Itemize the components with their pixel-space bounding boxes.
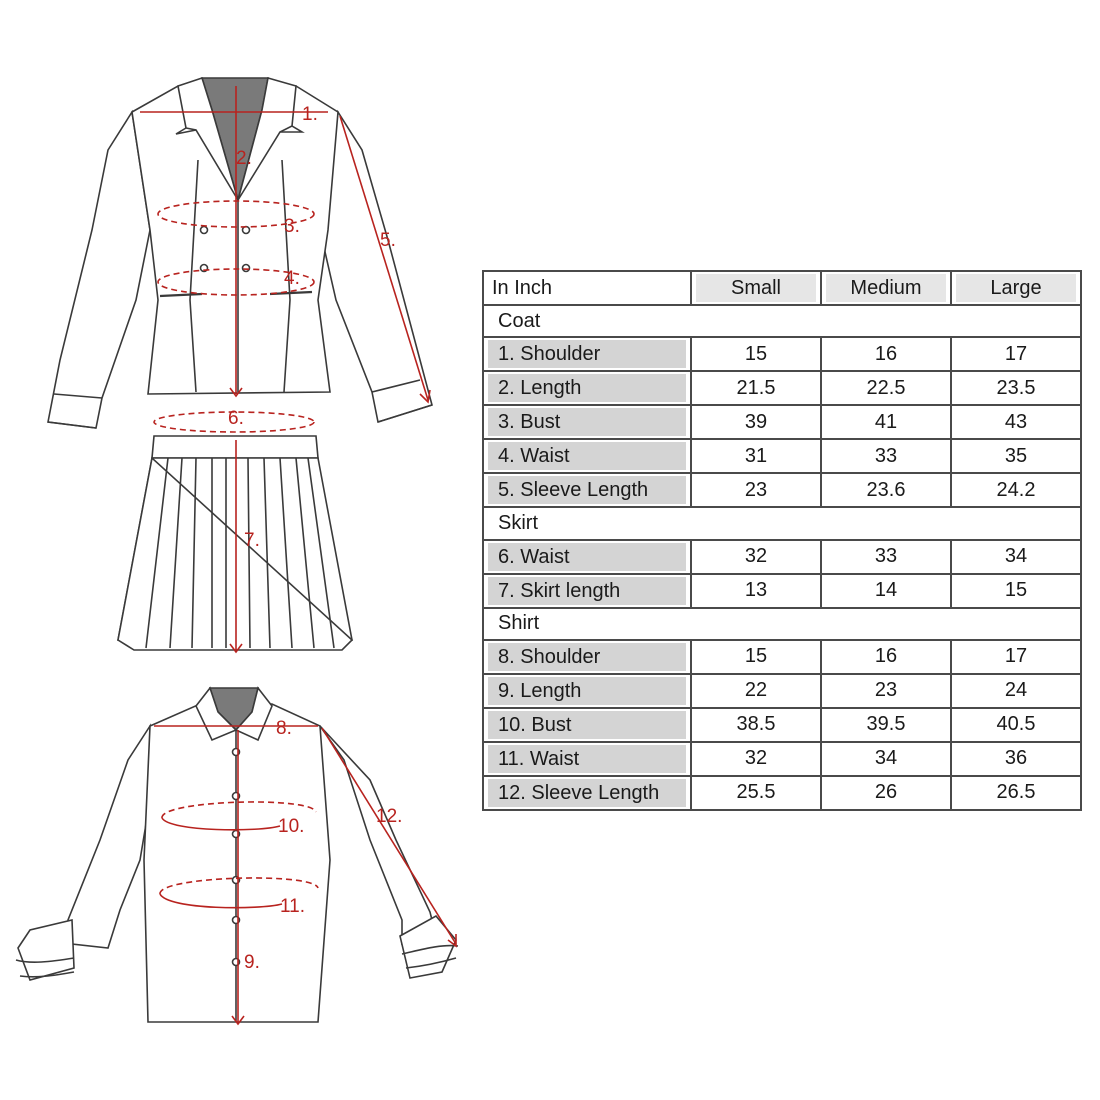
skirt-illustration bbox=[118, 436, 352, 650]
table-row bbox=[483, 371, 1081, 405]
value-cell: 25.5 bbox=[691, 776, 821, 810]
value-cell: 15 bbox=[691, 337, 821, 371]
label-4: 4. bbox=[284, 268, 300, 289]
garment-svg bbox=[0, 0, 480, 1100]
table-row bbox=[483, 439, 1081, 473]
value-cell: 24.2 bbox=[951, 473, 1081, 507]
label-7: 7. bbox=[244, 530, 260, 551]
label-8: 8. bbox=[276, 718, 292, 739]
measurement-name-label: 9. Length bbox=[488, 677, 686, 705]
value-cell: 41 bbox=[821, 405, 951, 439]
coat-illustration bbox=[48, 78, 432, 428]
value-cell: 15 bbox=[951, 574, 1081, 608]
shirt-right-sleeve bbox=[320, 726, 436, 944]
section-row-skirt bbox=[483, 507, 1081, 539]
value-cell: 26.5 bbox=[951, 776, 1081, 810]
table-row bbox=[483, 574, 1081, 608]
skirt-waistband bbox=[152, 436, 318, 458]
value-cell: 39 bbox=[691, 405, 821, 439]
measurement-name bbox=[483, 640, 691, 674]
measurement-name-label: 11. Waist bbox=[488, 745, 686, 773]
table-header-row bbox=[483, 271, 1081, 305]
coat-left-sleeve bbox=[48, 112, 150, 428]
measurement-name bbox=[483, 405, 691, 439]
measurement-name-label: 12. Sleeve Length bbox=[488, 779, 686, 807]
table-row bbox=[483, 337, 1081, 371]
value-cell: 16 bbox=[821, 640, 951, 674]
value-cell: 16 bbox=[821, 337, 951, 371]
value-cell: 23.6 bbox=[821, 473, 951, 507]
value-cell: 17 bbox=[951, 640, 1081, 674]
garment-illustrations bbox=[0, 0, 480, 1100]
section-row-shirt bbox=[483, 608, 1081, 640]
value-cell: 36 bbox=[951, 742, 1081, 776]
table-row bbox=[483, 640, 1081, 674]
shirt-left-cuff bbox=[18, 920, 74, 980]
value-cell: 43 bbox=[951, 405, 1081, 439]
table-row bbox=[483, 405, 1081, 439]
value-cell: 34 bbox=[951, 540, 1081, 574]
measurement-name bbox=[483, 337, 691, 371]
value-cell: 23 bbox=[821, 674, 951, 708]
label-11: 11. bbox=[280, 896, 306, 917]
value-cell: 17 bbox=[951, 337, 1081, 371]
measurement-name bbox=[483, 473, 691, 507]
value-cell: 24 bbox=[951, 674, 1081, 708]
value-cell: 39.5 bbox=[821, 708, 951, 742]
column-header-label: Large bbox=[956, 274, 1076, 302]
table-row bbox=[483, 473, 1081, 507]
measurement-name-label: 3. Bust bbox=[488, 408, 686, 436]
section-title: Shirt bbox=[483, 608, 1081, 640]
value-cell: 38.5 bbox=[691, 708, 821, 742]
measurement-name bbox=[483, 540, 691, 574]
value-cell: 32 bbox=[691, 540, 821, 574]
value-cell: 34 bbox=[821, 742, 951, 776]
measurement-name-label: 2. Length bbox=[488, 374, 686, 402]
section-title: Coat bbox=[483, 305, 1081, 337]
value-cell: 26 bbox=[821, 776, 951, 810]
value-cell: 33 bbox=[821, 439, 951, 473]
size-chart-body bbox=[483, 271, 1081, 810]
value-cell: 33 bbox=[821, 540, 951, 574]
table-row bbox=[483, 540, 1081, 574]
value-cell: 40.5 bbox=[951, 708, 1081, 742]
label-1: 1. bbox=[302, 104, 318, 125]
shirt-illustration bbox=[16, 688, 458, 1022]
value-cell: 22.5 bbox=[821, 371, 951, 405]
shirt-left-sleeve bbox=[68, 726, 150, 948]
column-header-small bbox=[691, 271, 821, 305]
value-cell: 22 bbox=[691, 674, 821, 708]
table-row bbox=[483, 742, 1081, 776]
measurement-name bbox=[483, 776, 691, 810]
measurement-name-label: 1. Shoulder bbox=[488, 340, 686, 368]
value-cell: 14 bbox=[821, 574, 951, 608]
section-row-coat bbox=[483, 305, 1081, 337]
measurement-name-label: 5. Sleeve Length bbox=[488, 476, 686, 504]
measurement-name bbox=[483, 674, 691, 708]
label-12: 12. bbox=[376, 806, 403, 827]
table-row bbox=[483, 708, 1081, 742]
coat-right-sleeve bbox=[320, 112, 432, 422]
value-cell: 35 bbox=[951, 439, 1081, 473]
size-chart-table bbox=[482, 270, 1082, 811]
label-10: 10. bbox=[278, 816, 305, 837]
table-row bbox=[483, 776, 1081, 810]
column-header-label: Medium bbox=[826, 274, 946, 302]
measurement-name-label: 8. Shoulder bbox=[488, 643, 686, 671]
value-cell: 23 bbox=[691, 473, 821, 507]
column-header-label: Small bbox=[696, 274, 816, 302]
measurement-name-label: 7. Skirt length bbox=[488, 577, 686, 605]
measurement-name bbox=[483, 742, 691, 776]
measure-12-line bbox=[322, 728, 456, 944]
label-2: 2. bbox=[236, 148, 252, 169]
label-5: 5. bbox=[380, 230, 396, 251]
section-title: Skirt bbox=[483, 507, 1081, 539]
value-cell: 32 bbox=[691, 742, 821, 776]
measurement-name bbox=[483, 574, 691, 608]
column-header-medium bbox=[821, 271, 951, 305]
value-cell: 23.5 bbox=[951, 371, 1081, 405]
label-9: 9. bbox=[244, 952, 260, 973]
value-cell: 21.5 bbox=[691, 371, 821, 405]
measurement-name-label: 4. Waist bbox=[488, 442, 686, 470]
column-header-large bbox=[951, 271, 1081, 305]
measurement-name bbox=[483, 439, 691, 473]
value-cell: 31 bbox=[691, 439, 821, 473]
measurement-name bbox=[483, 708, 691, 742]
measurement-name-label: 10. Bust bbox=[488, 711, 686, 739]
label-6: 6. bbox=[228, 408, 244, 429]
measurement-name-label: 6. Waist bbox=[488, 543, 686, 571]
value-cell: 15 bbox=[691, 640, 821, 674]
value-cell: 13 bbox=[691, 574, 821, 608]
label-3: 3. bbox=[284, 216, 300, 237]
unit-label: In Inch bbox=[483, 271, 691, 305]
measurement-name bbox=[483, 371, 691, 405]
table-row bbox=[483, 674, 1081, 708]
